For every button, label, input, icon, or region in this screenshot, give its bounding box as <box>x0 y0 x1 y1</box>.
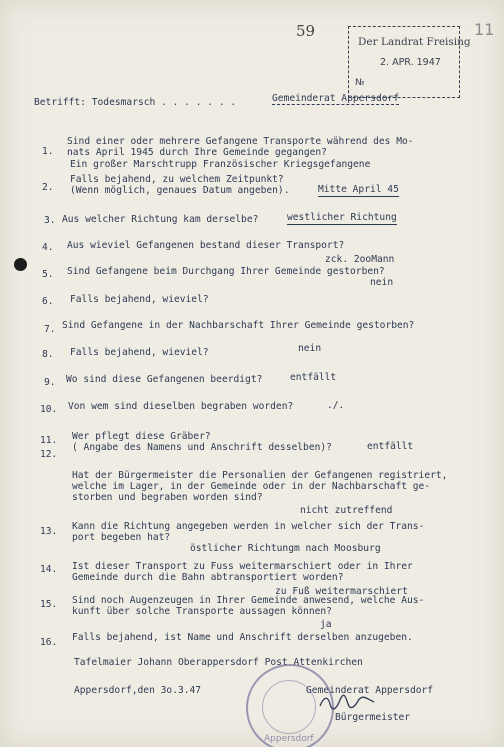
q12-number: 12. <box>40 449 58 460</box>
q7-line1: Sind Gefangene in der Nachbarschaft Ihrer Gemeinde gestorben? <box>62 320 415 331</box>
q12-line3: storben und begraben worden sind? <box>72 492 263 503</box>
seal-text: Appersdorf <box>264 734 314 744</box>
q13-line1: Kann die Richtung angegeben werden in welcher sich der Trans- <box>72 521 425 532</box>
q1-answer: Ein großer Marschtrupp Französischer Kriegsgefangene <box>70 159 371 170</box>
q9-line1: Wo sind diese Gefangenen beerdigt? <box>66 374 263 385</box>
q11-line2: ( Angabe des Namens und Anschrift desselben)? <box>72 442 332 453</box>
q3-answer: westlicher Richtung <box>287 212 397 223</box>
q12-answer: nicht zutreffend <box>300 505 393 516</box>
q12-line2: welche im Lager, in der Gemeinde oder in der Nachbarschaft ge- <box>72 481 431 492</box>
place-date: Appersdorf,den 3o.3.47 <box>74 685 202 696</box>
council-name: Gemeinderat Appersdorf <box>306 685 434 696</box>
q1-number: 1. <box>42 146 54 157</box>
q14-number: 14. <box>40 564 58 575</box>
q13-number: 13. <box>40 526 58 537</box>
addressee: Gemeinderat Appersdorf <box>272 93 400 104</box>
q7-number: 7. <box>44 324 56 335</box>
q4-number: 4. <box>42 242 54 253</box>
q2-line1: Falls bejahend, zu welchem Zeitpunkt? <box>70 174 284 185</box>
q5-number: 5. <box>42 269 54 280</box>
stamp-date: 2. APR. 1947 <box>380 57 441 68</box>
q8-number: 8. <box>42 349 54 360</box>
mayor-title: Bürgermeister <box>335 712 411 723</box>
q13-answer: östlicher Richtungm nach Moosburg <box>190 543 381 554</box>
q2-answer: Mitte April 45 <box>318 184 399 195</box>
q11-line1: Wer pflegt diese Gräber? <box>72 431 211 442</box>
q16-number: 16. <box>40 637 58 648</box>
q16-line1: Falls bejahend, ist Name und Anschrift derselben anzugeben. <box>72 632 413 643</box>
q1-line1: Sind einer oder mehrere Gefangene Transporte während des Mo- <box>67 136 414 147</box>
q4-answer: zck. 2ooMann <box>325 254 395 265</box>
q14-line1: Ist dieser Transport zu Fuss weitermarschiert oder in Ihrer <box>72 561 413 572</box>
q15-line2: kunft über solche Transporte aussagen können? <box>72 606 332 617</box>
subject-line: Betrifft: Todesmarsch . . . . . . . <box>34 97 237 108</box>
q9-number: 9. <box>44 377 56 388</box>
q11-number: 11. <box>40 435 58 446</box>
q1-line2: nats April 1945 durch Ihre Gemeinde gegangen? <box>67 147 327 158</box>
q8-answer: nein <box>298 343 322 354</box>
q15-line1: Sind noch Augenzeugen in Ihrer Gemeinde anwesend, welche Aus- <box>72 595 425 606</box>
witness-line: Tafelmaier Johann Oberappersdorf Post Attenkirchen <box>74 657 363 668</box>
q10-number: 10. <box>40 404 58 415</box>
q8-line1: Falls bejahend, wieviel? <box>70 347 209 358</box>
q10-line1: Von wem sind dieselben begraben worden? <box>68 401 294 412</box>
stamp-number-mark: № <box>355 78 365 88</box>
q6-line1: Falls bejahend, wieviel? <box>70 294 209 305</box>
mayor-signature <box>318 692 378 714</box>
q2-line2: (Wenn möglich, genaues Datum angeben). <box>70 185 290 196</box>
q4-line1: Aus wieviel Gefangenen bestand dieser Transport? <box>67 240 345 251</box>
q14-answer: zu Fuß weitermarschiert <box>275 586 408 597</box>
q12-line1: Hat der Bürgermeister die Personalien der Gefangenen registriert, <box>72 470 448 481</box>
q5-answer: nein <box>370 277 394 288</box>
punch-hole <box>14 258 27 271</box>
q11-answer: entfällt <box>367 441 414 452</box>
q6-number: 6. <box>42 296 54 307</box>
q10-answer: ./. <box>327 400 345 411</box>
q2-number: 2. <box>42 182 54 193</box>
q15-number: 15. <box>40 599 58 610</box>
corner-mark: 11 <box>474 20 495 39</box>
seal-emblem <box>262 680 316 734</box>
q3-number: 3. <box>44 215 56 226</box>
q15-answer: ja <box>320 619 332 630</box>
q3-line1: Aus welcher Richtung kam derselbe? <box>62 214 259 225</box>
q9-answer: entfällt <box>290 372 337 383</box>
stamp-authority: Der Landrat Freising <box>358 36 471 48</box>
q14-line2: Gemeinde durch die Bahn abtransportiert worden? <box>72 572 344 583</box>
q5-line1: Sind Gefangene beim Durchgang Ihrer Gemeinde gestorben? <box>67 266 385 277</box>
q13-line2: port begeben hat? <box>72 532 171 543</box>
page-number: 59 <box>296 22 316 40</box>
